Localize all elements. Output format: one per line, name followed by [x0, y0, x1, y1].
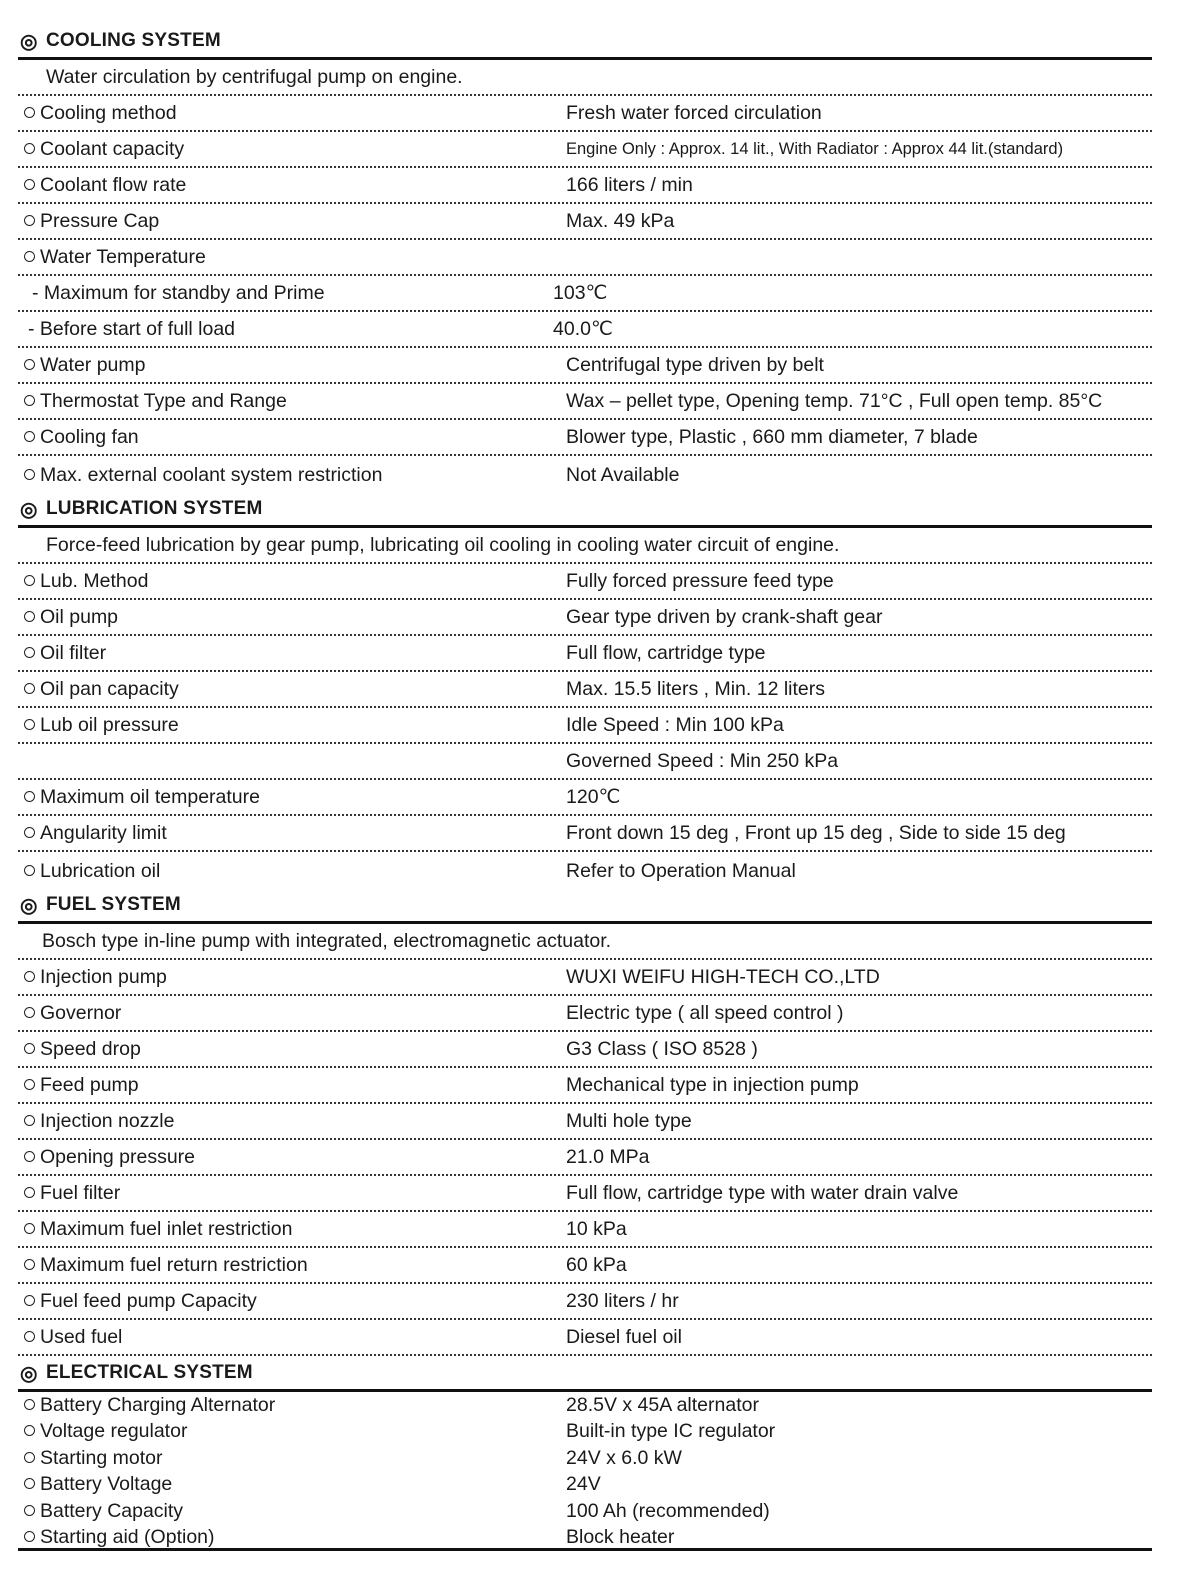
- bullet-circle-icon: [24, 107, 35, 118]
- bullet-circle-icon: [24, 1399, 35, 1410]
- bullet-circle-icon: [24, 1259, 35, 1270]
- bullet-circle-icon: [24, 469, 35, 480]
- spec-label: Pressure Cap: [40, 210, 160, 232]
- spec-label: Lub oil pressure: [40, 714, 179, 736]
- spec-row: [18, 996, 1152, 1032]
- spec-row: [18, 1248, 1152, 1284]
- spec-label: Coolant capacity: [40, 138, 185, 160]
- bullet-circle-icon: [24, 431, 35, 442]
- spec-value: 21.0 MPa: [566, 1146, 650, 1168]
- spec-value: 40.0℃: [553, 318, 613, 340]
- spec-label: Oil filter: [40, 642, 107, 664]
- spec-row: [18, 1284, 1152, 1320]
- description-text: Force-feed lubrication by gear pump, lubricating oil cooling in cooling water circuit of engine.: [46, 534, 840, 556]
- spec-label: Battery Voltage: [40, 1473, 173, 1495]
- spec-subrow: [18, 312, 1152, 348]
- spec-row: [18, 1392, 1152, 1419]
- section-header-lubrication: [18, 492, 1152, 528]
- spec-label: Voltage regulator: [40, 1420, 188, 1442]
- spec-row: [18, 816, 1152, 852]
- spec-value: Mechanical type in injection pump: [566, 1074, 859, 1096]
- spec-value: 166 liters / min: [566, 174, 693, 196]
- spec-row: [18, 132, 1152, 168]
- spec-value: Wax – pellet type, Opening temp. 71°C , Full open temp. 85°C: [566, 390, 1103, 412]
- bullet-circle-icon: [24, 647, 35, 658]
- spec-row: [18, 852, 1152, 888]
- spec-label: Cooling method: [40, 102, 177, 124]
- bullet-circle-icon: [24, 215, 35, 226]
- bullet-circle-icon: [24, 1452, 35, 1463]
- spec-row: [18, 708, 1152, 744]
- section-header-fuel: [18, 888, 1152, 924]
- spec-row: [18, 960, 1152, 996]
- section-description: [18, 924, 1152, 960]
- bottom-rule: [18, 1548, 1152, 1551]
- spec-value: Built-in type IC regulator: [566, 1420, 776, 1442]
- spec-value: 230 liters / hr: [566, 1290, 679, 1312]
- description-text: Water circulation by centrifugal pump on engine.: [46, 66, 463, 88]
- spec-value: 10 kPa: [566, 1218, 627, 1240]
- bullet-circle-icon: [24, 611, 35, 622]
- spec-label: Starting motor: [40, 1446, 163, 1469]
- spec-value: Block heater: [566, 1526, 675, 1548]
- spec-label: - Before start of full load: [28, 318, 236, 340]
- spec-label: Oil pan capacity: [40, 678, 179, 700]
- spec-label: Governor: [40, 1002, 122, 1024]
- spec-value: Max. 15.5 liters , Min. 12 liters: [566, 678, 826, 700]
- spec-row: [18, 1140, 1152, 1176]
- spec-row: [18, 1320, 1152, 1356]
- bullet-circle-icon: [24, 575, 35, 586]
- bullet-circle-icon: [24, 1043, 35, 1054]
- bullet-circle-icon: [24, 1331, 35, 1342]
- bullet-circle-icon: [24, 395, 35, 406]
- spec-row: [18, 1419, 1152, 1446]
- spec-label: Injection nozzle: [40, 1110, 175, 1132]
- bullet-circle-icon: [24, 827, 35, 838]
- spec-label: Battery Capacity: [40, 1499, 184, 1522]
- spec-label: Thermostat Type and Range: [40, 390, 287, 412]
- spec-label: Feed pump: [40, 1074, 139, 1096]
- spec-row: [18, 1445, 1152, 1472]
- spec-label: Battery Charging Alternator: [40, 1393, 276, 1416]
- spec-label: Coolant flow rate: [40, 174, 187, 196]
- spec-value: Refer to Operation Manual: [566, 860, 796, 882]
- spec-value: Idle Speed : Min 100 kPa: [566, 714, 784, 736]
- spec-document: [18, 24, 1152, 1551]
- double-circle-icon: ◎: [20, 895, 38, 917]
- spec-label: Max. external coolant system restriction: [40, 464, 383, 486]
- spec-value: 103℃: [553, 282, 608, 304]
- bullet-circle-icon: [24, 1478, 35, 1489]
- section-description: [18, 60, 1152, 96]
- bullet-circle-icon: [24, 1079, 35, 1090]
- spec-label: Water Temperature: [40, 246, 206, 268]
- bullet-circle-icon: [24, 1007, 35, 1018]
- spec-label: Starting aid (Option): [40, 1526, 215, 1548]
- bullet-circle-icon: [24, 1187, 35, 1198]
- spec-label: Angularity limit: [40, 822, 167, 844]
- spec-value: Governed Speed : Min 250 kPa: [566, 750, 839, 772]
- spec-row: [18, 636, 1152, 672]
- spec-label: Speed drop: [40, 1038, 141, 1060]
- spec-label: Opening pressure: [40, 1146, 196, 1168]
- spec-label: - Maximum for standby and Prime: [32, 282, 325, 304]
- spec-value: Fresh water forced circulation: [566, 102, 822, 124]
- spec-subrow: [18, 276, 1152, 312]
- bullet-circle-icon: [24, 143, 35, 154]
- bullet-circle-icon: [24, 179, 35, 190]
- spec-row: [18, 600, 1152, 636]
- spec-row: [18, 1032, 1152, 1068]
- spec-label: Oil pump: [40, 606, 119, 628]
- spec-label: Maximum oil temperature: [40, 786, 260, 808]
- spec-label: Fuel feed pump Capacity: [40, 1290, 257, 1312]
- spec-value: WUXI WEIFU HIGH-TECH CO.,LTD: [566, 966, 880, 988]
- spec-value: Centrifugal type driven by belt: [566, 354, 824, 376]
- bullet-circle-icon: [24, 683, 35, 694]
- spec-value: Front down 15 deg , Front up 15 deg , Side to side 15 deg: [566, 822, 1066, 844]
- spec-row: [18, 96, 1152, 132]
- spec-value: Full flow, cartridge type with water drain valve: [566, 1182, 959, 1204]
- spec-label: Used fuel: [40, 1326, 123, 1348]
- spec-value: 24V x 6.0 kW: [566, 1446, 682, 1469]
- spec-label: Cooling fan: [40, 426, 139, 448]
- bullet-circle-icon: [24, 359, 35, 370]
- section-header-electrical: [18, 1356, 1152, 1392]
- spec-row: [18, 168, 1152, 204]
- bullet-circle-icon: [24, 1223, 35, 1234]
- section-description: [18, 528, 1152, 564]
- spec-row: [18, 1104, 1152, 1140]
- spec-value: 28.5V x 45A alternator: [566, 1393, 759, 1416]
- bullet-circle-icon: [24, 719, 35, 730]
- spec-value: Max. 49 kPa: [566, 210, 675, 232]
- spec-value: Multi hole type: [566, 1110, 692, 1132]
- spec-value: Full flow, cartridge type: [566, 642, 766, 664]
- bullet-circle-icon: [24, 1531, 35, 1542]
- bullet-circle-icon: [24, 251, 35, 262]
- spec-row: [18, 1212, 1152, 1248]
- spec-row: [18, 204, 1152, 240]
- spec-row: [18, 1068, 1152, 1104]
- spec-row: [18, 780, 1152, 816]
- spec-row: [18, 1472, 1152, 1499]
- spec-label: Lub. Method: [40, 570, 149, 592]
- spec-label: Maximum fuel return restriction: [40, 1254, 308, 1276]
- double-circle-icon: ◎: [20, 1363, 38, 1385]
- section-header-cooling: [18, 24, 1152, 60]
- spec-value: Blower type, Plastic , 660 mm diameter, 7 blade: [566, 426, 978, 448]
- spec-value: Engine Only : Approx. 14 lit., With Radiator : Approx 44 lit.(standard): [566, 140, 1064, 158]
- spec-label: Maximum fuel inlet restriction: [40, 1218, 293, 1240]
- description-text: Bosch type in-line pump with integrated, electromagnetic actuator.: [42, 930, 612, 952]
- spec-row: [18, 1176, 1152, 1212]
- bullet-circle-icon: [24, 1295, 35, 1306]
- double-circle-icon: ◎: [20, 31, 38, 53]
- spec-row-continuation: [18, 744, 1152, 780]
- spec-row: [18, 384, 1152, 420]
- spec-label: Injection pump: [40, 966, 167, 988]
- bullet-circle-icon: [24, 1425, 35, 1436]
- double-circle-icon: ◎: [20, 499, 38, 521]
- section-title: COOLING SYSTEM: [46, 30, 221, 51]
- spec-value: Electric type ( all speed control ): [566, 1002, 844, 1024]
- spec-row: [18, 1498, 1152, 1525]
- bullet-circle-icon: [24, 1115, 35, 1126]
- spec-value: Gear type driven by crank-shaft gear: [566, 606, 883, 628]
- spec-value: 100 Ah (recommended): [566, 1499, 770, 1522]
- spec-row: [18, 240, 1152, 276]
- spec-value: 120℃: [566, 786, 621, 808]
- spec-value: Diesel fuel oil: [566, 1326, 682, 1348]
- spec-row: [18, 564, 1152, 600]
- spec-label: Lubrication oil: [40, 860, 161, 882]
- section-title: ELECTRICAL SYSTEM: [46, 1362, 253, 1383]
- spec-label: Fuel filter: [40, 1182, 121, 1204]
- spec-row: [18, 456, 1152, 492]
- spec-value: 60 kPa: [566, 1254, 627, 1276]
- section-title: FUEL SYSTEM: [46, 894, 181, 915]
- bullet-circle-icon: [24, 971, 35, 982]
- section-title: LUBRICATION SYSTEM: [46, 498, 263, 519]
- bullet-circle-icon: [24, 791, 35, 802]
- spec-value: 24V: [566, 1473, 601, 1495]
- spec-value: Not Available: [566, 464, 680, 486]
- spec-row: [18, 348, 1152, 384]
- bullet-circle-icon: [24, 1151, 35, 1162]
- bullet-circle-icon: [24, 1505, 35, 1516]
- bullet-circle-icon: [24, 865, 35, 876]
- spec-value: G3 Class ( ISO 8528 ): [566, 1038, 758, 1060]
- spec-label: Water pump: [40, 354, 146, 376]
- spec-row: [18, 672, 1152, 708]
- spec-row: [18, 420, 1152, 456]
- spec-value: Fully forced pressure feed type: [566, 570, 834, 592]
